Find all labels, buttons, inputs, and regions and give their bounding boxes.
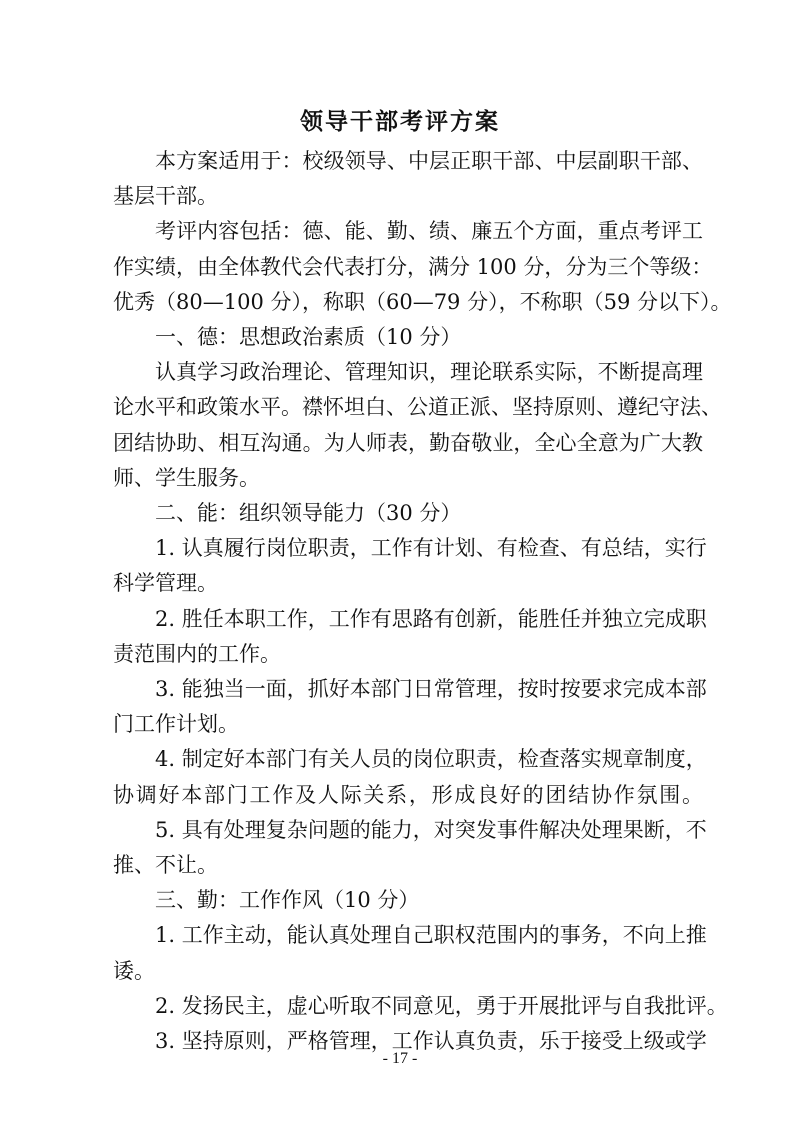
section-heading: 二、能：组织领导能力（30 分） [155, 501, 462, 525]
document-title: 领导干部考评方案 [300, 109, 500, 135]
paragraph-line: 科学管理。 [113, 571, 218, 596]
paragraph-line: 4. 制定好本部门有关人员的岗位职责，检查落实规章制度， [155, 747, 707, 772]
paragraph-line: 门工作计划。 [113, 712, 239, 737]
paragraph-line: 作实绩，由全体教代会代表打分，满分 100 分，分为三个等级： [113, 254, 713, 279]
section-heading: 三、勤：工作作风（10 分） [155, 888, 420, 913]
paragraph-line: 3. 能独当一面，抓好本部门日常管理，按时按要求完成本部 [155, 677, 707, 701]
paragraph-line: 基层干部。 [113, 184, 218, 209]
paragraph-line: 1. 认真履行岗位职责，工作有计划、有检查、有总结，实行 [155, 536, 707, 561]
paragraph-line: 协调好本部门工作及人际关系，形成良好的团结协作氛围。 [113, 782, 703, 807]
paragraph-line: 责范围内的工作。 [113, 641, 281, 666]
section-heading: 一、德：思想政治素质（10 分） [155, 325, 462, 349]
paragraph-line: 2. 胜任本职工作，工作有思路有创新，能胜任并独立完成职 [155, 606, 707, 631]
paragraph-line: 师、学生服务。 [113, 465, 260, 490]
paragraph-line: 3. 坚持原则，严格管理，工作认真负责，乐于接受上级或学 [155, 1029, 707, 1053]
paragraph-line: 论水平和政策水平。襟怀坦白、公道正派、坚持原则、遵纪守法、 [113, 395, 722, 420]
paragraph-line: 认真学习政治理论、管理知识，理论联系实际，不断提高理 [155, 360, 703, 385]
paragraph-line: 1. 工作主动，能认真处理自己职权范围内的事务，不向上推 [155, 923, 707, 948]
paragraph-line: 5. 具有处理复杂问题的能力，对突发事件解决处理果断，不 [155, 817, 707, 842]
page-number: - 17 - [382, 1050, 418, 1067]
paragraph-line: 2. 发扬民主，虚心听取不同意见，勇于开展批评与自我批评。 [155, 993, 728, 1018]
paragraph-line: 诿。 [113, 958, 155, 983]
paragraph-line: 考评内容包括：德、能、勤、绩、廉五个方面，重点考评工 [155, 219, 703, 244]
paragraph-line: 优秀（80—100 分），称职（60—79 分），不称职（59 分以下）。 [113, 289, 732, 314]
paragraph-line: 团结协助、相互沟通。为人师表，勤奋敬业，全心全意为广大教 [113, 430, 703, 455]
paragraph-line: 推、不让。 [113, 853, 218, 877]
paragraph-line: 本方案适用于：校级领导、中层正职干部、中层副职干部、 [155, 149, 703, 173]
